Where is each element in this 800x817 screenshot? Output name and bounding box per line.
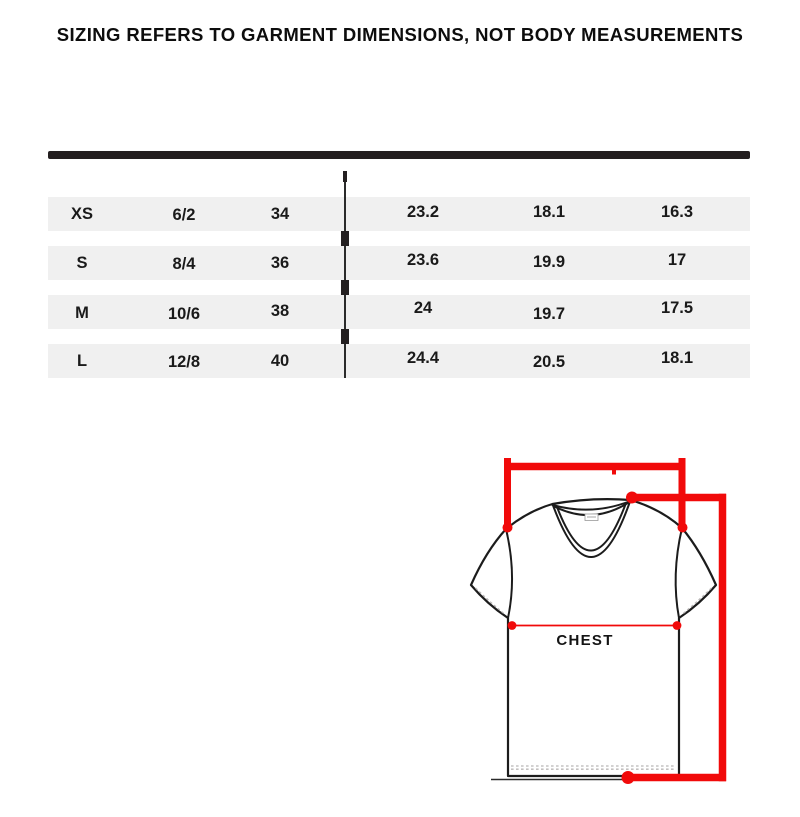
divider-tick (343, 171, 348, 182)
divider-tick (341, 231, 348, 246)
measure-dot-collar (626, 492, 638, 504)
table-cell: 19.7 (532, 305, 566, 323)
table-cell: 12/8 (167, 353, 201, 371)
tshirt-illustration-svg (440, 440, 760, 817)
table-cell: XS (70, 205, 94, 223)
table-cell: 20.5 (532, 353, 566, 371)
tshirt-measurement-diagram (440, 440, 760, 817)
table-cell: 8/4 (172, 255, 196, 273)
table-cell: 17.5 (660, 299, 694, 317)
table-row (48, 295, 750, 329)
measure-dot-shoulder-right (678, 523, 688, 533)
table-cell: 17 (667, 251, 687, 269)
measure-dot-chest-left (508, 621, 517, 630)
table-cell: L (76, 352, 88, 370)
measure-dot-chest-right (673, 621, 682, 630)
table-cell: 16.3 (660, 203, 694, 221)
table-cell: 24.4 (406, 349, 440, 367)
table-row (48, 197, 750, 231)
divider-tick (341, 280, 348, 295)
table-cell: 6/2 (172, 206, 196, 224)
chest-label: CHEST (556, 632, 614, 649)
table-row (48, 246, 750, 280)
table-cell: 38 (270, 302, 290, 320)
size-table (0, 0, 800, 400)
table-cell: 18.1 (660, 349, 694, 367)
table-cell: M (75, 304, 89, 322)
table-cell: 23.6 (406, 251, 440, 269)
measure-dot-hem (622, 771, 635, 784)
table-row (48, 344, 750, 378)
measure-dot-shoulder-left (503, 523, 513, 533)
table-column-divider (344, 171, 346, 378)
table-cell: 18.1 (532, 203, 566, 221)
table-cell: S (76, 254, 88, 272)
table-cell: 19.9 (532, 253, 566, 271)
table-cell: 40 (270, 352, 290, 370)
table-cell: 23.2 (406, 203, 440, 221)
divider-tick (341, 329, 348, 344)
table-cell: 34 (270, 205, 290, 223)
table-cell: 24 (413, 299, 433, 317)
table-cell: 36 (270, 254, 290, 272)
page-title: SIZING REFERS TO GARMENT DIMENSIONS, NOT BODY MEASUREMENTS (56, 24, 744, 45)
table-cell: 10/6 (167, 305, 201, 323)
